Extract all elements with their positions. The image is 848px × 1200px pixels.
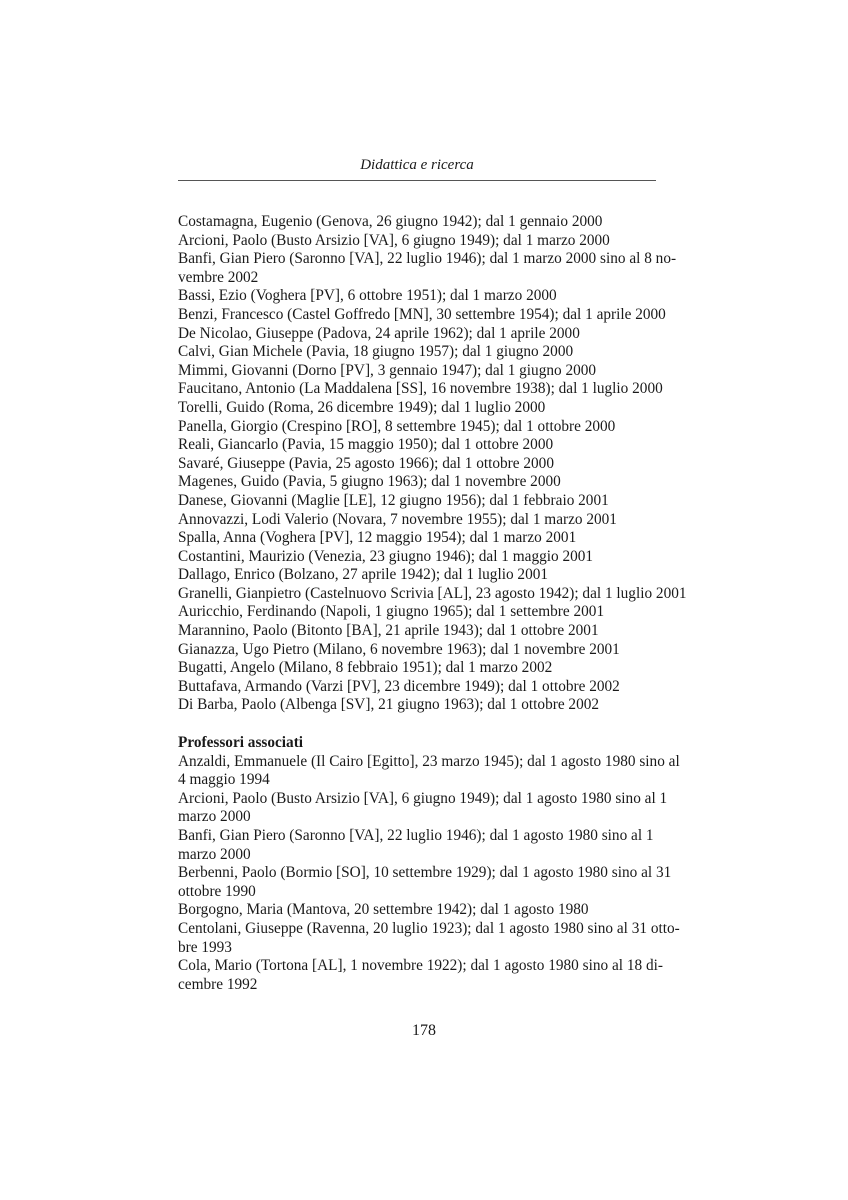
running-header — [178, 152, 656, 181]
page-body — [178, 213, 686, 994]
page-number: 178 — [412, 1022, 436, 1039]
list-item — [178, 753, 686, 790]
entry-line: Dallago, Enrico (Bolzano, 27 aprile 1942); dal 1 luglio 2001 — [178, 566, 549, 584]
entry-line: Annovazzi, Lodi Valerio (Novara, 7 novembre 1955); dal 1 marzo 2001 — [178, 510, 617, 528]
list-item — [178, 901, 686, 920]
entry-line: Berbenni, Paolo (Bormio [SO], 10 settembre 1929); dal 1 agosto 1980 sino al 31 — [178, 864, 672, 882]
entry-line: Danese, Giovanni (Maglie [LE], 12 giugno 1956); dal 1 febbraio 2001 — [178, 491, 609, 509]
entry-line: Savaré, Giuseppe (Pavia, 25 agosto 1966); dal 1 ottobre 2000 — [178, 454, 554, 472]
entry-line: Benzi, Francesco (Castel Goffredo [MN], 30 settembre 1954); dal 1 aprile 2000 — [178, 305, 666, 323]
entry-line: Mimmi, Giovanni (Dorno [PV], 3 gennaio 1947); dal 1 giugno 2000 — [178, 361, 597, 379]
list-item — [178, 641, 686, 660]
entry-line: Magenes, Guido (Pavia, 5 giugno 1963); dal 1 novembre 2000 — [178, 473, 561, 491]
entry-line-continuation: bre 1993 — [178, 938, 232, 956]
list-item — [178, 362, 686, 381]
entry-line: Faucitano, Antonio (La Maddalena [SS], 16 novembre 1938); dal 1 luglio 2000 — [178, 380, 663, 398]
entry-line: Banfi, Gian Piero (Saronno [VA], 22 luglio 1946); dal 1 marzo 2000 sino al 8 no- — [178, 250, 677, 268]
entry-line: Gianazza, Ugo Pietro (Milano, 6 novembre 1963); dal 1 novembre 2001 — [178, 640, 620, 658]
entry-line-continuation: marzo 2000 — [178, 845, 251, 863]
entry-line: Di Barba, Paolo (Albenga [SV], 21 giugno 1963); dal 1 ottobre 2002 — [178, 696, 600, 714]
entry-line: Spalla, Anna (Voghera [PV], 12 maggio 1954); dal 1 marzo 2001 — [178, 529, 577, 547]
list-item — [178, 864, 686, 901]
list-item — [178, 511, 686, 530]
list-item — [178, 325, 686, 344]
entry-line-continuation: vembre 2002 — [178, 268, 259, 286]
list-item — [178, 250, 686, 287]
entry-line: Arcioni, Paolo (Busto Arsizio [VA], 6 giugno 1949); dal 1 marzo 2000 — [178, 231, 610, 249]
list-item — [178, 232, 686, 251]
list-item — [178, 380, 686, 399]
entry-line: Banfi, Gian Piero (Saronno [VA], 22 luglio 1946); dal 1 agosto 1980 sino al 1 — [178, 827, 654, 844]
list-item — [178, 436, 686, 455]
list-item — [178, 548, 686, 567]
entry-line: Buttafava, Armando (Varzi [PV], 23 dicembre 1949); dal 1 ottobre 2002 — [178, 677, 620, 695]
list-item — [178, 827, 686, 864]
entry-line: Panella, Giorgio (Crespino [RO], 8 settembre 1945); dal 1 ottobre 2000 — [178, 417, 616, 435]
entry-line: Anzaldi, Emmanuele (Il Cairo [Egitto], 23 marzo 1945); dal 1 agosto 1980 sino al — [178, 752, 680, 770]
entry-line-continuation: 4 maggio 1994 — [178, 771, 270, 789]
list-item — [178, 473, 686, 492]
list-item — [178, 659, 686, 678]
full-professors-list — [178, 213, 686, 715]
entry-line: Borgogno, Maria (Mantova, 20 settembre 1942); dal 1 agosto 1980 — [178, 901, 589, 919]
entry-line: Costamagna, Eugenio (Genova, 26 giugno 1942); dal 1 gennaio 2000 — [178, 213, 603, 230]
list-item — [178, 603, 686, 622]
entry-line: Cola, Mario (Tortona [AL], 1 novembre 1922); dal 1 agosto 1980 sino al 18 di- — [178, 957, 663, 975]
list-item — [178, 957, 686, 994]
list-item — [178, 529, 686, 548]
list-item — [178, 566, 686, 585]
entry-line-continuation: marzo 2000 — [178, 808, 251, 826]
entry-line: Granelli, Gianpietro (Castelnuovo Scrivia [AL], 23 agosto 1942); dal 1 luglio 2001 — [178, 584, 687, 602]
entry-line: Marannino, Paolo (Bitonto [BA], 21 aprile 1943); dal 1 ottobre 2001 — [178, 622, 599, 640]
running-header-title: Didattica e ricerca — [360, 157, 474, 173]
list-item — [178, 343, 686, 362]
entry-line: Auricchio, Ferdinando (Napoli, 1 giugno 1965); dal 1 settembre 2001 — [178, 603, 605, 621]
list-item — [178, 399, 686, 418]
list-item — [178, 696, 686, 715]
list-item — [178, 492, 686, 511]
entry-line: Arcioni, Paolo (Busto Arsizio [VA], 6 giugno 1949); dal 1 agosto 1980 sino al 1 — [178, 789, 668, 807]
entry-line: Costantini, Maurizio (Venezia, 23 giugno 1946); dal 1 maggio 2001 — [178, 547, 594, 565]
entry-line: Bassi, Ezio (Voghera [PV], 6 ottobre 1951); dal 1 marzo 2000 — [178, 287, 557, 305]
list-item — [178, 306, 686, 325]
list-item — [178, 213, 686, 232]
entry-line: Centolani, Giuseppe (Ravenna, 20 luglio 1923); dal 1 agosto 1980 sino al 31 otto- — [178, 919, 680, 937]
list-item — [178, 790, 686, 827]
entry-line: Reali, Giancarlo (Pavia, 15 maggio 1950); dal 1 ottobre 2000 — [178, 436, 554, 454]
list-item — [178, 287, 686, 306]
entry-line-continuation: ottobre 1990 — [178, 882, 256, 900]
entry-line-continuation: cembre 1992 — [178, 975, 258, 993]
entry-line: Torelli, Guido (Roma, 26 dicembre 1949); dal 1 luglio 2000 — [178, 398, 546, 416]
list-item — [178, 455, 686, 474]
list-item — [178, 622, 686, 641]
associate-professors-list — [178, 753, 686, 995]
list-item — [178, 585, 686, 604]
list-item — [178, 920, 686, 957]
section-heading: Professori associati — [178, 734, 304, 752]
list-item — [178, 418, 686, 437]
entry-line: Calvi, Gian Michele (Pavia, 18 giugno 1957); dal 1 giugno 2000 — [178, 343, 574, 361]
entry-line: De Nicolao, Giuseppe (Padova, 24 aprile 1962); dal 1 aprile 2000 — [178, 324, 580, 342]
entry-line: Bugatti, Angelo (Milano, 8 febbraio 1951); dal 1 marzo 2002 — [178, 659, 553, 677]
list-item — [178, 678, 686, 697]
